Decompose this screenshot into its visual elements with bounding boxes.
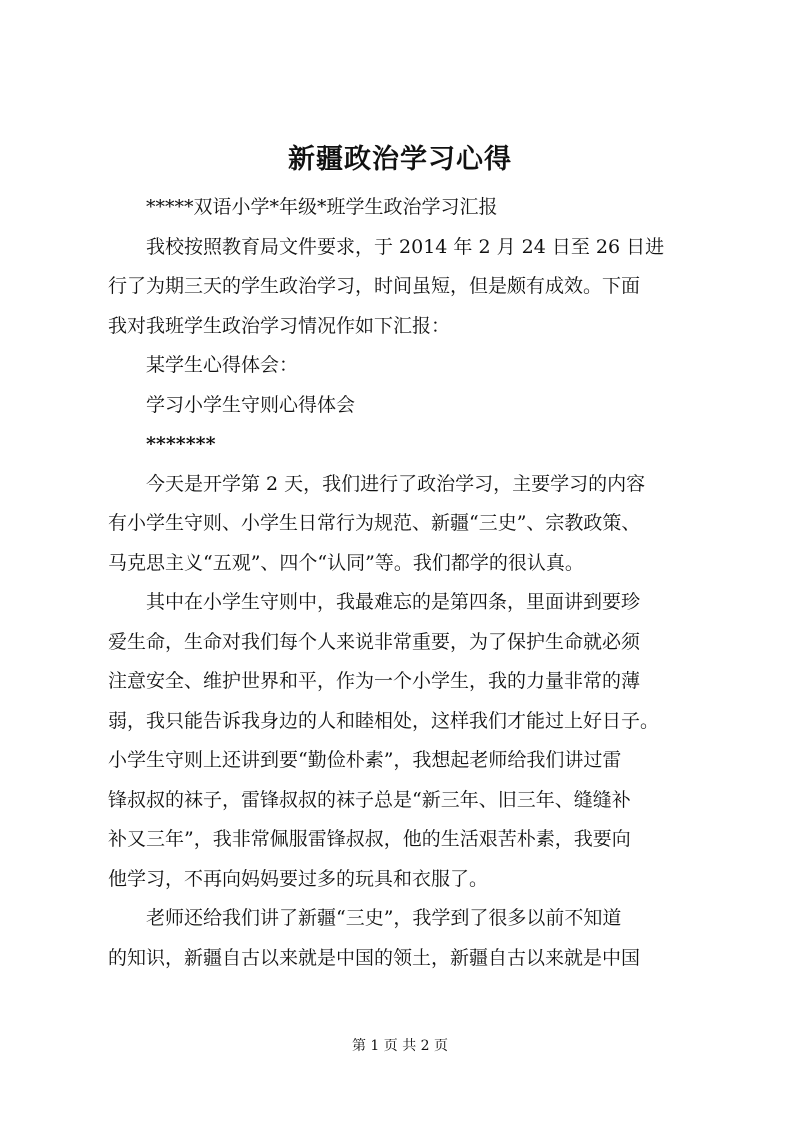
paragraph-4-line-2: 的知识，新疆自古以来就是中国的领土，新疆自古以来就是中国	[108, 946, 641, 969]
paragraph-2-line-3: 马克思主义“五观”、四个“认同”等。我们都学的很认真。	[108, 551, 584, 574]
paragraph-4	[108, 899, 708, 978]
heading-student-reflection: 某学生心得体会：	[146, 354, 299, 376]
author-stars: *******	[146, 433, 216, 455]
document-body	[108, 188, 708, 978]
paragraph-2-line-2: 有小学生守则、小学生日常行为规范、新疆“三史”、宗教政策、	[108, 512, 641, 534]
paragraph-3-line-8: 他学习，不再向妈妈要过多的玩具和衣服了。	[108, 867, 489, 890]
paragraph-1-line-2: 行了为期三天的学生政治学习，时间虽短，但是颇有成效。下面	[108, 275, 641, 297]
paragraph-3-line-2: 爱生命，生命对我们每个人来说非常重要，为了保护生命就必须	[108, 630, 641, 653]
paragraph-1-line-3: 我对我班学生政治学习情况作如下汇报：	[108, 314, 451, 337]
paragraph-2-line-1: 今天是开学第 2 天，我们进行了政治学习，主要学习的内容	[146, 472, 646, 495]
paragraph-3-line-1: 其中在小学生守则中，我最难忘的是第四条，里面讲到要珍	[146, 591, 641, 613]
subtitle-line: *****双语小学*年级*班学生政治学习汇报	[146, 196, 498, 218]
paragraph-3	[108, 583, 708, 899]
paragraph-3-line-3: 注意安全、维护世界和平，作为一个小学生，我的力量非常的薄	[108, 670, 641, 692]
page-footer: 第 1 页 共 2 页	[351, 1038, 449, 1054]
paragraph-1-line-1: 我校按照教育局文件要求，于 2014 年 2 月 24 日至 26 日进	[146, 235, 665, 258]
paragraph-4-line-1: 老师还给我们讲了新疆“三史”，我学到了很多以前不知道	[146, 907, 622, 929]
paragraph-3-line-7: 补又三年”，我非常佩服雷锋叔叔，他的生活艰苦朴素，我要向	[108, 828, 631, 850]
paragraph-2	[108, 465, 708, 584]
paragraph-1	[108, 228, 708, 347]
document-title: 新疆政治学习心得	[288, 144, 512, 175]
paragraph-3-line-4: 弱，我只能告诉我身边的人和睦相处，这样我们才能过上好日子。	[108, 709, 660, 732]
paragraph-3-line-6: 锋叔叔的袜子，雷锋叔叔的袜子总是“新三年、旧三年、缝缝补	[108, 788, 631, 811]
heading-rules-reflection: 学习小学生守则心得体会	[146, 393, 356, 416]
paragraph-3-line-5: 小学生守则上还讲到要“勤俭朴素”，我想起老师给我们讲过雷	[108, 749, 622, 771]
